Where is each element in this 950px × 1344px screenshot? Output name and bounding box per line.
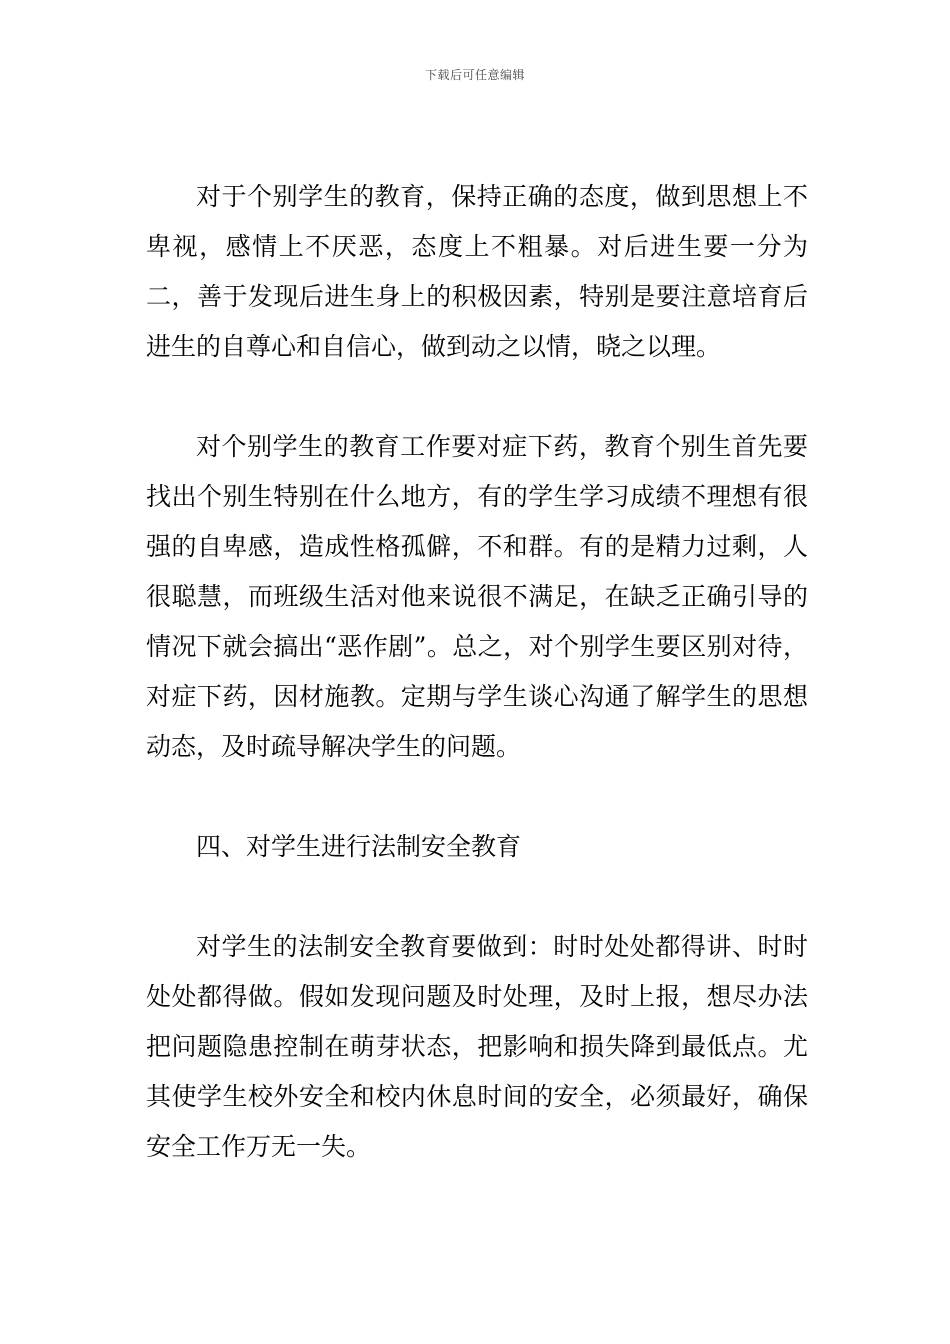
paragraph-individual-education-attitude: 对于个别学生的教育，保持正确的态度，做到思想上不卑视，感情上不厌恶，态度上不粗暴。对后进生要一分为二，善于发现后进生身上的积极因素，特别是要注意培育后进生的自尊心和自信心，做到动之以情，晓之以理。 xyxy=(146,182,808,361)
section-heading-legal-safety: 四、对学生进行法制安全教育 xyxy=(196,832,522,861)
paragraph-individual-education-methods: 对个别学生的教育工作要对症下药，教育个别生首先要找出个别生特别在什么地方，有的学生学习成绩不理想有很强的自卑感，造成性格孤僻，不和群。有的是精力过剩，人很聪慧，而班级生活对他来说很不满足，在缺乏正确引导的情况下就会搞出“恶作剧”。总之，对个别学生要区别对待，对症下药，因材施教。定期与学生谈心沟通了解学生的思想动态，及时疏导解决学生的问题。 xyxy=(146,432,808,761)
paragraph-legal-safety-education: 对学生的法制安全教育要做到：时时处处都得讲、时时处处都得做。假如发现问题及时处理，及时上报，想尽办法把问题隐患控制在萌芽状态，把影响和损失降到最低点。尤其使学生校外安全和校内休息时间的安全，必须最好，确保安全工作万无一失。 xyxy=(146,932,808,1161)
page-header: 下载后可任意编辑 xyxy=(424,68,525,82)
document-body xyxy=(146,172,808,1222)
